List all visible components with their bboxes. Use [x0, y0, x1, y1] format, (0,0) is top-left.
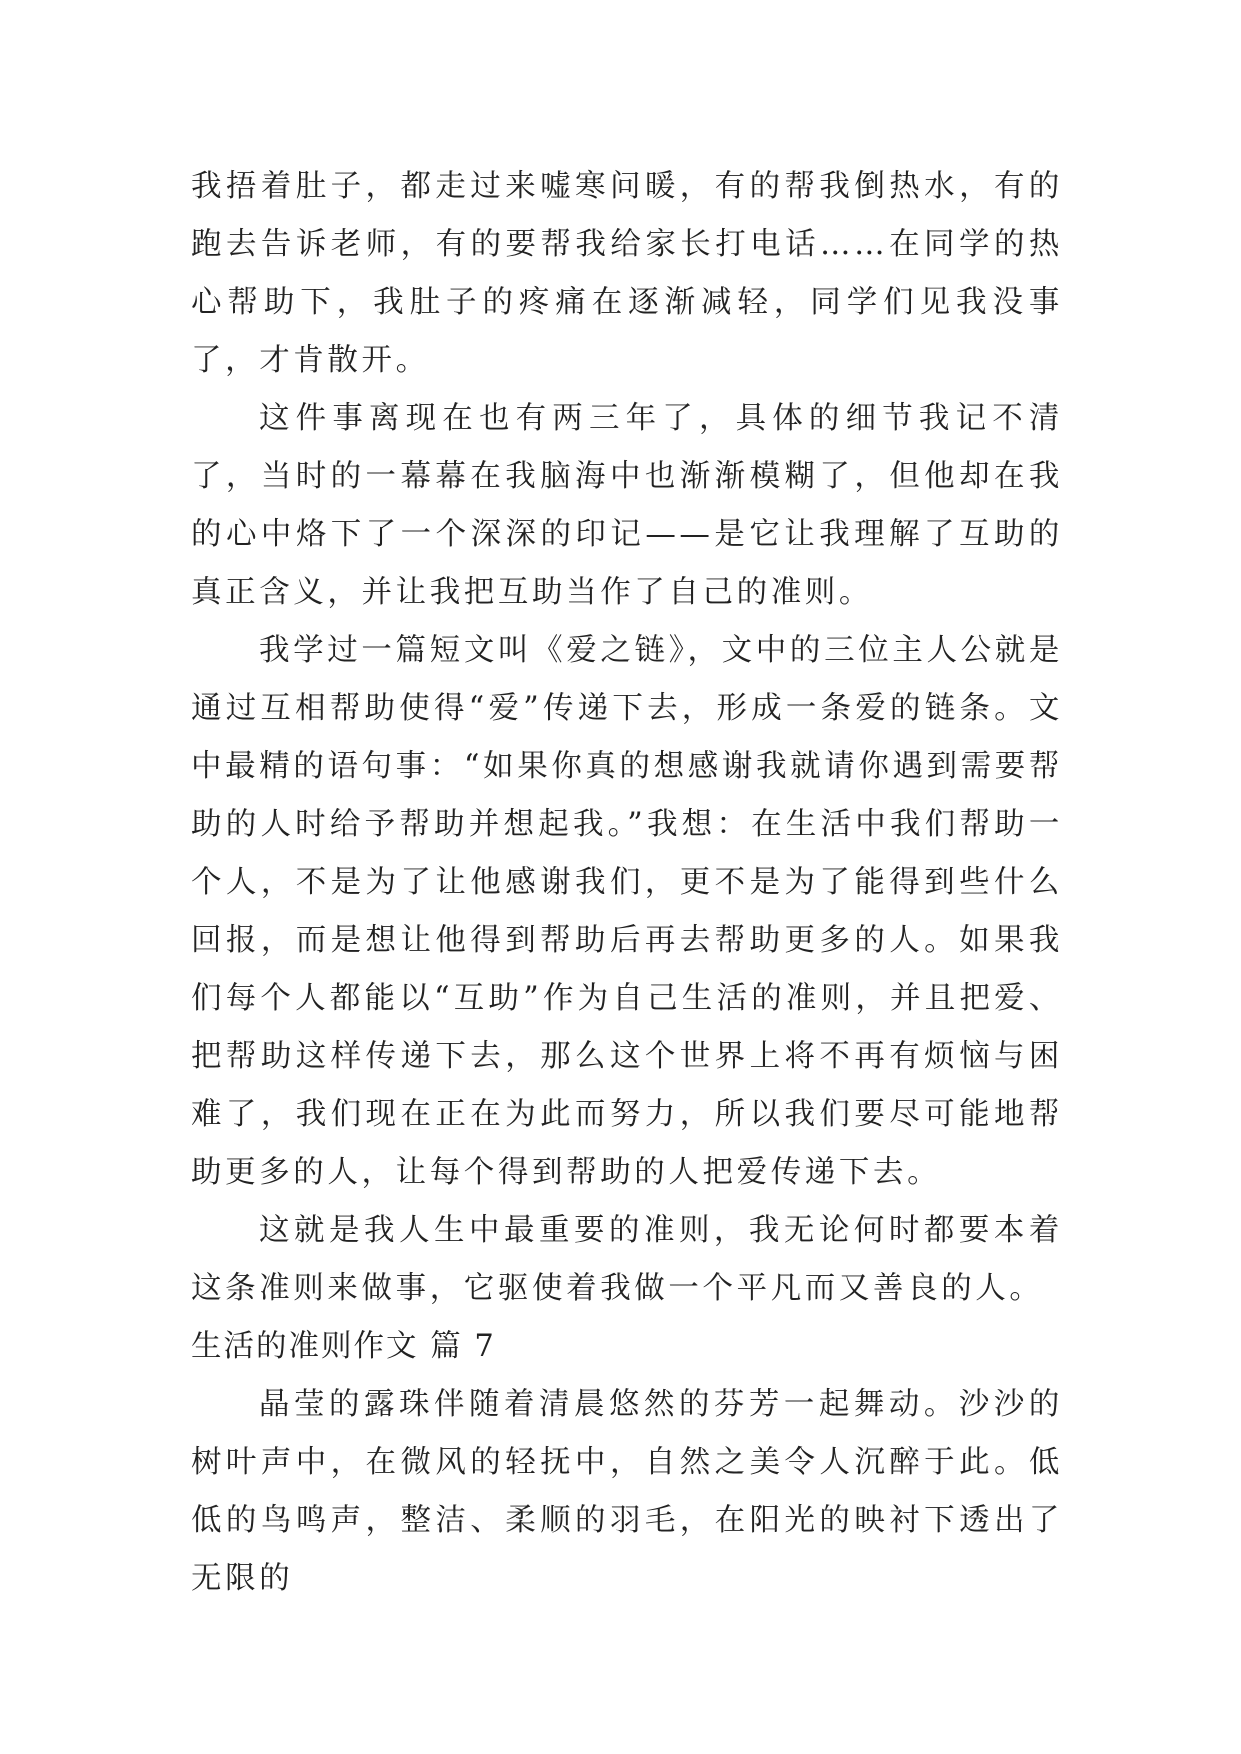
paragraph-3: 我学过一篇短文叫《爱之链》，文中的三位主人公就是通过互相帮助使得“爱”传递下去，形成一条爱的链条。文中最精的语句事：“如果你真的想感谢我就请你遇到需要帮助的人时给予帮助并想起我。”我想：在生活中我们帮助一个人，不是为了让他感谢我们，更不是为了能得到些什么回报，而是想让他得到帮助后再去帮助更多的人。如果我们每个人都能以“互助”作为自己生活的准则，并且把爱、把帮助这样传递下去，那么这个世界上将不再有烦恼与困难了，我们现在正在为此而努力，所以我们要尽可能地帮助更多的人，让每个得到帮助的人把爱传递下去。: [191, 633, 1063, 1190]
paragraph-1: 我捂着肚子，都走过来嘘寒问暖，有的帮我倒热水，有的跑去告诉老师，有的要帮我给家长打电话……在同学的热心帮助下，我肚子的疼痛在逐渐减轻，同学们见我没事了，才肯散开。: [191, 169, 1063, 378]
document-page: [191, 158, 1063, 1608]
paragraph-2: 这件事离现在也有两三年了，具体的细节我记不清了，当时的一幕幕在我脑海中也渐渐模糊了，但他却在我的心中烙下了一个深深的印记——是它让我理解了互助的真正含义，并让我把互助当作了自己的准则。: [191, 401, 1063, 610]
paragraph-5: 晶莹的露珠伴随着清晨悠然的芬芳一起舞动。沙沙的树叶声中，在微风的轻抚中，自然之美令人沉醉于此。低低的鸟鸣声，整洁、柔顺的羽毛，在阳光的映衬下透出了无限的: [191, 1387, 1063, 1596]
section-heading: 生活的准则作文 篇 7: [191, 1329, 496, 1364]
paragraph-4: 这就是我人生中最重要的准则，我无论何时都要本着这条准则来做事，它驱使着我做一个平凡而又善良的人。: [191, 1213, 1063, 1306]
